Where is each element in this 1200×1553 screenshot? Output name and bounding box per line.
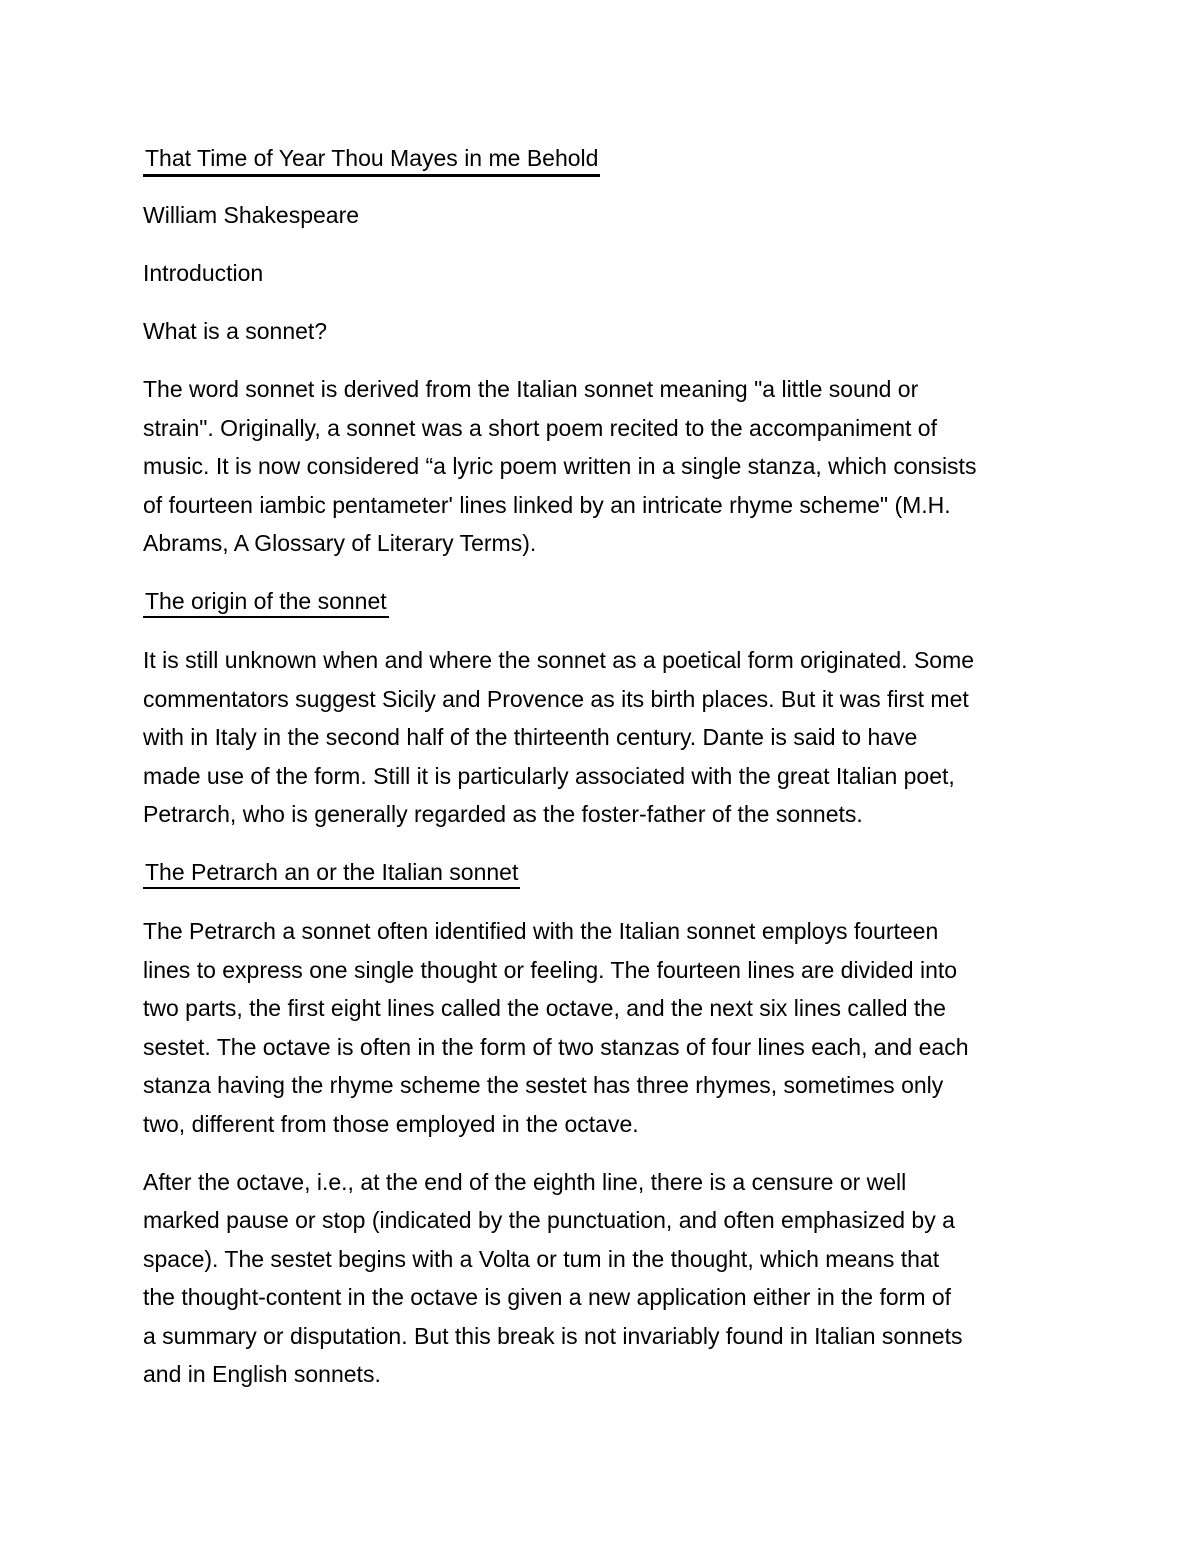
text-line: Petrarch, who is generally regarded as the foster-father of the sonnets. — [143, 801, 863, 827]
text-line: commentators suggest Sicily and Provence as its birth places. But it was first met — [143, 685, 969, 712]
text-line: marked pause or stop (indicated by the punctuation, and often emphasized by a — [143, 1207, 955, 1233]
heading-petrarchan-sonnet: The Petrarch an or the Italian sonnet — [143, 857, 520, 889]
text-line: and in English sonnets. — [143, 1361, 381, 1387]
text-line: two, different from those employed in the octave. — [143, 1110, 639, 1137]
text-line: strain". Originally, a sonnet was a short poem recited to the accompaniment of — [143, 414, 937, 441]
text-line: made use of the form. Still it is particularly associated with the great Italian poet, — [143, 762, 955, 789]
text-line: Abrams, A Glossary of Literary Terms). — [143, 530, 537, 556]
paragraph-volta — [143, 1163, 1058, 1394]
text-line: with in Italy in the second half of the thirteenth century. Dante is said to have — [143, 724, 918, 750]
text-line: The Petrarch a sonnet often identified with the Italian sonnet employs fourteen — [143, 918, 939, 944]
text-line: the thought-content in the octave is given a new application either in the form of — [143, 1284, 952, 1310]
text-line: two parts, the first eight lines called the octave, and the next six lines called the — [143, 995, 946, 1021]
text-line: music. It is now considered “a lyric poem written in a single stanza, which consists — [143, 453, 977, 479]
document-body — [143, 139, 1058, 1413]
paragraph-sonnet-definition — [143, 370, 1058, 563]
heading-origin: The origin of the sonnet — [143, 586, 389, 618]
document-title: That Time of Year Thou Mayes in me Behold — [143, 142, 600, 177]
author-line: William Shakespeare — [143, 202, 360, 228]
text-line: After the octave, i.e., at the end of the eighth line, there is a censure or well — [143, 1168, 907, 1195]
text-line: It is still unknown when and where the sonnet as a poetical form originated. Some — [143, 647, 975, 673]
text-line: space). The sestet begins with a Volta or tum in the thought, which means that — [143, 1245, 940, 1272]
text-line: of fourteen iambic pentameter' lines linked by an intricate rhyme scheme" (M.H. — [143, 491, 951, 518]
introduction-label: Introduction — [143, 260, 264, 286]
text-line: The word sonnet is derived from the Italian sonnet meaning "a little sound or — [143, 376, 919, 402]
text-line: lines to express one single thought or feeling. The fourteen lines are divided into — [143, 956, 958, 983]
text-line: stanza having the rhyme scheme the sestet has three rhymes, sometimes only — [143, 1072, 944, 1098]
text-line: a summary or disputation. But this break is not invariably found in Italian sonnets — [143, 1322, 963, 1349]
paragraph-origin — [143, 641, 1058, 834]
paragraph-petrarchan — [143, 912, 1058, 1143]
sonnet-question: What is a sonnet? — [143, 318, 328, 344]
text-line: sestet. The octave is often in the form of two stanzas of four lines each, and each — [143, 1033, 969, 1060]
